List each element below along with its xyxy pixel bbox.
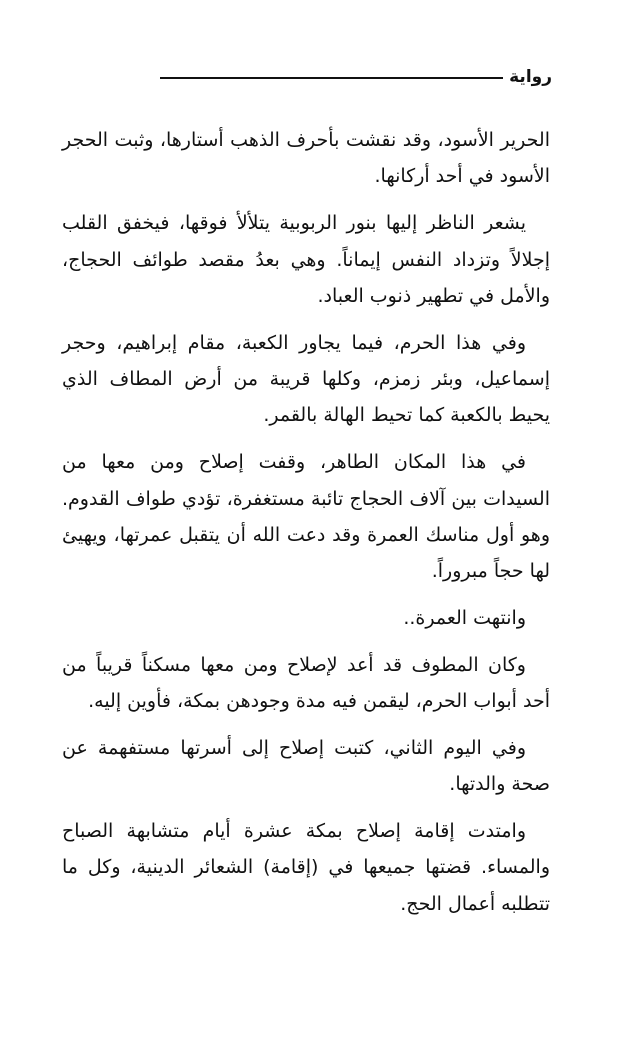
paragraph: وانتهت العمرة.. — [403, 607, 526, 630]
body-text — [62, 122, 550, 933]
paragraph: وفي اليوم الثاني، كتبت إصلاح إلى أسرتها مستفهمة عن صحة والدتها. — [62, 736, 550, 796]
paragraph: الحرير الأسود، وقد نقشت بأحرف الذهب أستارها، وثبت الحجر الأسود في أحد أركانها. — [62, 129, 550, 188]
paragraph: وامتدت إقامة إصلاح بمكة عشرة أيام متشابهة الصباح والمساء. قضتها جميعها في (إقامة) الشعائر الدينية، وكل ما تتطلبه أعمال الحج. — [62, 819, 550, 915]
paragraph: وكان المطوف قد أعد لإصلاح ومن معها مسكناً قريباً من أحد أبواب الحرم، ليقمن فيه مدة وجودهن بمكة، فأوين إليه. — [62, 653, 550, 713]
header-title: رواية — [509, 67, 552, 87]
paragraph: وفي هذا الحرم، فيما يجاور الكعبة، مقام إبراهيم، وحجر إسماعيل، وبئر زمزم، وكلها قريبة من أرض المطاف الذي يحيط بالكعبة كما تحيط الهالة بالقمر. — [62, 331, 550, 427]
header-rule — [160, 77, 503, 79]
paragraph: يشعر الناظر إليها بنور الربوبية يتلألأ فوقها، فيخفق القلب إجلالاً وتزداد النفس إيماناً. وهي بعدُ مقصد طوائف الحجاج، والأمل في تطهير ذنوب العباد. — [62, 212, 550, 307]
running-header — [160, 60, 552, 94]
paragraph: في هذا المكان الطاهر، وقفت إصلاح ومن معها من السيدات بين آلاف الحجاج تائبة مستغفرة، تؤدي طواف القدوم. وهو أول مناسك العمرة وقد دعت الله أن يتقبل عمرتها، ويهيئ لها حجاً مبروراً. — [62, 451, 550, 583]
